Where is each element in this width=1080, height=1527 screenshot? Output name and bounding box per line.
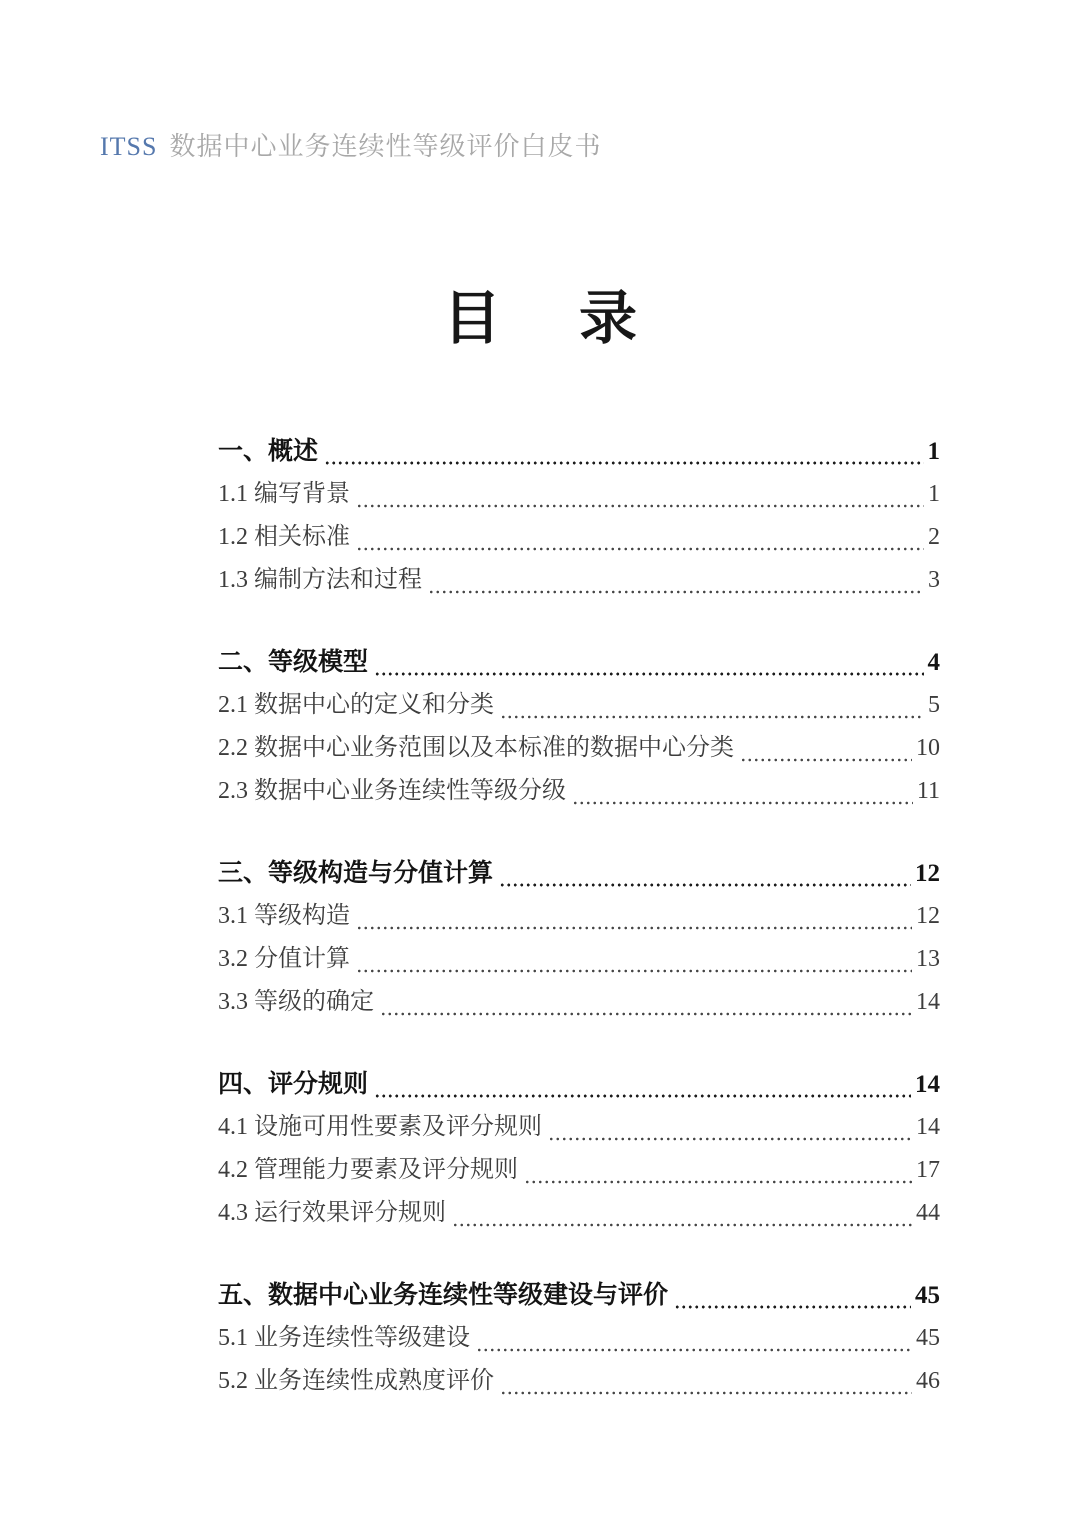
toc-entry[interactable] bbox=[218, 981, 940, 1024]
toc-entry-page: 1 bbox=[927, 438, 940, 465]
toc-entry-page: 3 bbox=[928, 567, 940, 593]
toc-entry-label: 3.3 等级的确定 bbox=[218, 989, 374, 1015]
dotted-leader bbox=[674, 1305, 911, 1309]
dotted-leader bbox=[356, 969, 912, 973]
toc-entry-label: 3.2 分值计算 bbox=[218, 946, 350, 972]
running-header bbox=[100, 131, 601, 163]
dotted-leader bbox=[356, 504, 924, 508]
toc-entry-page: 1 bbox=[928, 481, 940, 507]
toc-entry-label: 2.3 数据中心业务连续性等级分级 bbox=[218, 778, 566, 804]
toc-entry-label: 1.1 编写背景 bbox=[218, 481, 350, 507]
brand-itss-label: ITSS bbox=[100, 132, 158, 161]
toc-entry-label: 3.1 等级构造 bbox=[218, 903, 350, 929]
toc-entry[interactable] bbox=[218, 1360, 940, 1403]
dotted-leader bbox=[476, 1348, 912, 1352]
toc-list bbox=[218, 430, 940, 1403]
toc-entry-page: 14 bbox=[915, 1071, 940, 1098]
toc-entry-label: 5.2 业务连续性成熟度评价 bbox=[218, 1368, 494, 1394]
toc-entry[interactable] bbox=[218, 559, 940, 602]
toc-entry-page: 14 bbox=[916, 1114, 940, 1140]
toc-entry-page: 12 bbox=[916, 903, 940, 929]
dotted-leader bbox=[380, 1012, 912, 1016]
toc-entry-page: 4 bbox=[927, 649, 940, 676]
toc-entry-heading[interactable] bbox=[218, 1063, 940, 1106]
toc-entry[interactable] bbox=[218, 1106, 940, 1149]
toc-group-5 bbox=[218, 1274, 940, 1403]
toc-entry-heading[interactable] bbox=[218, 852, 940, 895]
toc-entry[interactable] bbox=[218, 895, 940, 938]
toc-entry-page: 11 bbox=[916, 778, 940, 804]
toc-entry-page: 45 bbox=[915, 1282, 940, 1309]
toc-entry[interactable] bbox=[218, 684, 940, 727]
toc-entry-label: 5.1 业务连续性等级建设 bbox=[218, 1325, 470, 1351]
toc-title-char-2: 录 bbox=[579, 286, 638, 351]
toc-title-char-1: 目 bbox=[442, 286, 501, 351]
dotted-leader bbox=[374, 672, 923, 676]
toc-entry[interactable] bbox=[218, 473, 940, 516]
toc-entry-page: 13 bbox=[916, 946, 940, 972]
toc-entry-page: 45 bbox=[916, 1325, 940, 1351]
toc-entry-label: 五、数据中心业务连续性等级建设与评价 bbox=[218, 1282, 669, 1309]
toc-entry-heading[interactable] bbox=[218, 641, 940, 684]
dotted-leader bbox=[452, 1223, 912, 1227]
toc-entry-page: 44 bbox=[916, 1200, 940, 1226]
toc-entry-label: 二、等级模型 bbox=[218, 649, 369, 676]
dotted-leader bbox=[500, 1391, 912, 1395]
toc-entry[interactable] bbox=[218, 1192, 940, 1235]
toc-entry-label: 1.2 相关标准 bbox=[218, 524, 350, 550]
dotted-leader bbox=[374, 1094, 911, 1098]
toc-entry-heading[interactable] bbox=[218, 1274, 940, 1317]
toc-entry-page: 2 bbox=[928, 524, 940, 550]
toc-entry-label: 四、评分规则 bbox=[218, 1071, 369, 1098]
toc-entry-label: 三、等级构造与分值计算 bbox=[218, 860, 494, 887]
toc-entry-heading[interactable] bbox=[218, 430, 940, 473]
dotted-leader bbox=[499, 883, 911, 887]
dotted-leader bbox=[428, 590, 924, 594]
toc-entry[interactable] bbox=[218, 938, 940, 981]
toc-entry-page: 5 bbox=[928, 692, 940, 718]
document-title-text: 数据中心业务连续性等级评价白皮书 bbox=[169, 132, 602, 161]
dotted-leader bbox=[524, 1180, 912, 1184]
dotted-leader bbox=[548, 1137, 912, 1141]
toc-group-3 bbox=[218, 852, 940, 1024]
toc-entry-label: 4.2 管理能力要素及评分规则 bbox=[218, 1157, 518, 1183]
toc-entry[interactable] bbox=[218, 1149, 940, 1192]
toc-entry[interactable] bbox=[218, 770, 940, 813]
dotted-leader bbox=[740, 758, 912, 762]
toc-entry-label: 4.1 设施可用性要素及评分规则 bbox=[218, 1114, 542, 1140]
toc-group-2 bbox=[218, 641, 940, 813]
dotted-leader bbox=[356, 926, 912, 930]
dotted-leader bbox=[500, 715, 924, 719]
toc-entry-label: 2.1 数据中心的定义和分类 bbox=[218, 692, 494, 718]
toc-entry-label: 一、概述 bbox=[218, 438, 319, 465]
dotted-leader bbox=[324, 461, 923, 465]
toc-entry-page: 46 bbox=[916, 1368, 940, 1394]
dotted-leader bbox=[572, 801, 913, 805]
toc-entry-page: 12 bbox=[915, 860, 940, 887]
toc-entry-label: 4.3 运行效果评分规则 bbox=[218, 1200, 446, 1226]
toc-entry[interactable] bbox=[218, 516, 940, 559]
toc-entry-label: 2.2 数据中心业务范围以及本标准的数据中心分类 bbox=[218, 735, 734, 761]
toc-group-1 bbox=[218, 430, 940, 602]
toc-page-title bbox=[0, 286, 1080, 352]
toc-entry[interactable] bbox=[218, 727, 940, 770]
toc-entry-page: 10 bbox=[916, 735, 940, 761]
toc-entry-label: 1.3 编制方法和过程 bbox=[218, 567, 422, 593]
toc-entry[interactable] bbox=[218, 1317, 940, 1360]
toc-entry-page: 14 bbox=[916, 989, 940, 1015]
toc-entry-page: 17 bbox=[916, 1157, 940, 1183]
dotted-leader bbox=[356, 547, 924, 551]
toc-group-4 bbox=[218, 1063, 940, 1235]
